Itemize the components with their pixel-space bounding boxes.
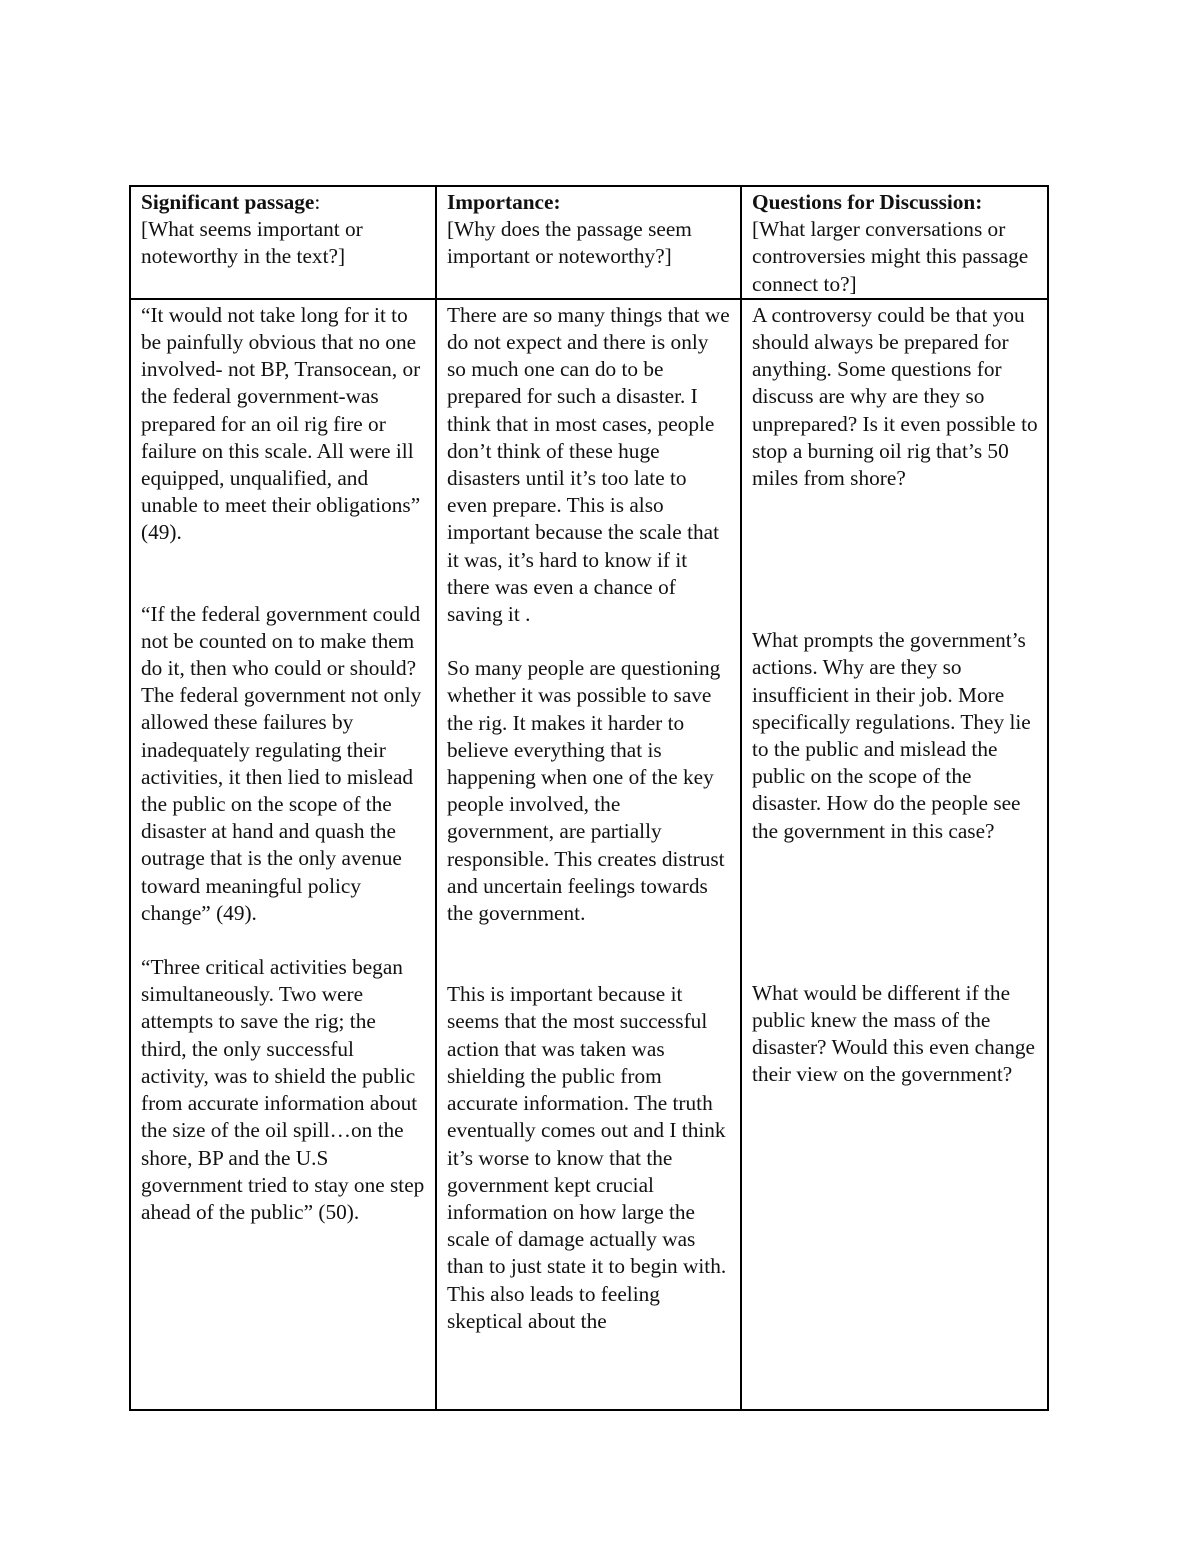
entry-spacer [141, 547, 426, 601]
header-cell-questions [741, 186, 1048, 299]
table-header-row [130, 186, 1048, 299]
question-entry: A controversy could be that you should always be prepared for anything. Some questions for discuss are why are they so unprepared? Is it even possible to stop a burning oil rig that’s 50 miles from shore? [752, 302, 1038, 491]
header-cell-significant-passage [130, 186, 436, 299]
importance-entry: This is important because it seems that the most successful action that was taken was shielding the public from accurate information. The truth eventually comes out and I think it’s worse to know that the government kept crucial information on how large the scale of damage actually was than to just state it to begin with. This also leads to feeling skeptical about the [447, 982, 727, 1333]
reading-notes-table [129, 185, 1049, 1411]
column-heading-importance: Importance: [447, 190, 561, 214]
entry-spacer [447, 927, 731, 981]
table-body-row [130, 299, 1048, 1410]
importance-entry: There are so many things that we do not expect and there is only so much one can do to be prepared for such a disaster. I think that in most cases, people don’t think of these huge disasters until it’s too late to even prepare. This is also important because the scale that it was, it’s hard to know if it there was even a chance of saving it . [447, 302, 730, 627]
column-heading-colon: : [314, 190, 321, 214]
column-prompt-questions: [What larger conversations or controversies might this passage connect to?] [752, 217, 1029, 296]
question-entry: What would be different if the public knew the mass of the disaster? Would this even change their view on the government? [752, 980, 1035, 1087]
column-heading-questions: Questions for Discussion: [752, 190, 983, 214]
entry-spacer [141, 927, 426, 954]
questions-cell [741, 299, 1048, 1410]
importance-entry: So many people are questioning whether it was possible to save the rig. It makes it harder to believe everything that is happening when one of the key people involved, the government, are partially responsible. This creates distrust and uncertain feelings towards the government. [447, 656, 725, 926]
entry-spacer [752, 492, 1038, 627]
question-entry: What prompts the government’s actions. Why are they so insufficient in their job. More specifically regulations. They lie to the public and mislead the public on the scope of the disaster. How do the people see the government in this case? [752, 628, 1031, 843]
column-prompt-importance: [Why does the passage seem important or noteworthy?] [447, 217, 692, 269]
passage-entry: “If the federal government could not be counted on to make them do it, then who could or should? The federal government not only allowed these failures by inadequately regulating their activities, it then lied to mislead the public on the scope of the disaster at hand and quash the outrage that is the only avenue toward meaningful policy change” (49). [141, 601, 422, 925]
passage-entry: “Three critical activities began simultaneously. Two were attempts to save the rig; the third, the only successful activity, was to shield the public from accurate information about the size of the oil spill…on the shore, BP and the U.S government tried to stay one step ahead of the public” (50). [141, 955, 425, 1224]
column-heading-significant-passage: Significant passage [141, 190, 315, 214]
passages-cell [130, 299, 436, 1410]
importance-cell [436, 299, 741, 1410]
column-prompt-significant-passage: [What seems important or noteworthy in the text?] [141, 217, 363, 269]
header-cell-importance [436, 186, 741, 299]
passage-entry: “It would not take long for it to be painfully obvious that no one involved- not BP, Transocean, or the federal government-was prepared for an oil rig fire or failure on this scale. All were ill equipped, unqualified, and unable to meet their obligations” (49). [141, 302, 421, 545]
entry-spacer [447, 628, 731, 655]
entry-spacer [752, 845, 1038, 980]
